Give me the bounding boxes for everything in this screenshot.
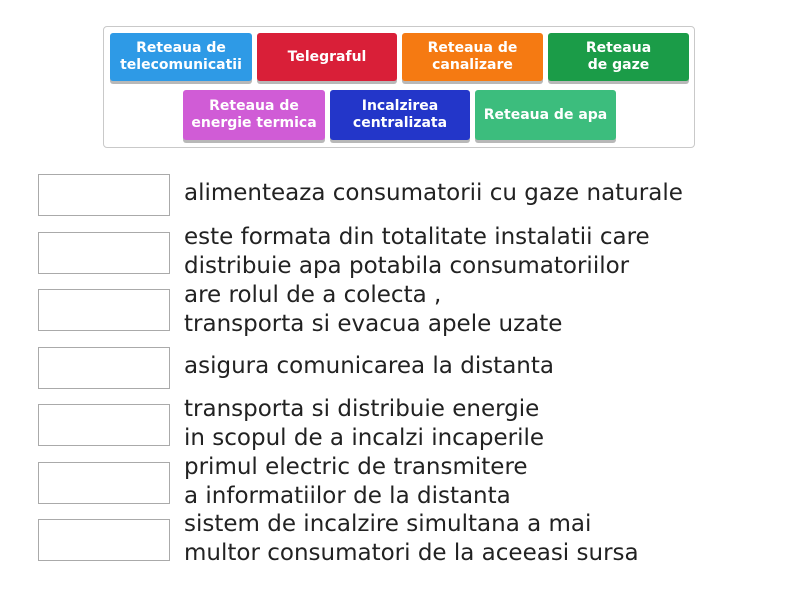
description-3: are rolul de a colecta , transporta si evacua apele uzate	[184, 282, 563, 337]
description-6: primul electric de transmitere a informatiilor de la distanta	[184, 454, 528, 509]
drop-slot-4[interactable]	[38, 347, 170, 389]
drop-slot-2[interactable]	[38, 232, 170, 274]
tile-apa[interactable]: Reteaua de apa	[475, 90, 616, 140]
tile-energie-termica[interactable]: Reteaua de energie termica	[183, 90, 325, 140]
description-4: asigura comunicarea la distanta	[184, 353, 554, 379]
tile-gaze[interactable]: Reteaua de gaze	[548, 33, 689, 81]
tile-telecomunicatii[interactable]: Reteaua de telecomunicatii	[110, 33, 252, 81]
drop-slot-7[interactable]	[38, 519, 170, 561]
drop-slot-6[interactable]	[38, 462, 170, 504]
description-5: transporta si distribuie energie in scopul de a incalzi incaperile	[184, 396, 545, 451]
description-7: sistem de incalzire simultana a mai multor consumatori de la aceeasi sursa	[184, 511, 639, 566]
drop-slot-1[interactable]	[38, 174, 170, 216]
description-2: este formata din totalitate instalatii care distribuie apa potabila consumatoriilor	[184, 224, 650, 279]
tile-incalzirea-centralizata[interactable]: Incalzirea centralizata	[330, 90, 470, 140]
tile-canalizare[interactable]: Reteaua de canalizare	[402, 33, 543, 81]
description-1: alimenteaza consumatorii cu gaze naturale	[184, 180, 683, 206]
drop-slot-3[interactable]	[38, 289, 170, 331]
drop-slot-5[interactable]	[38, 404, 170, 446]
tile-telegraful[interactable]: Telegraful	[257, 33, 397, 81]
